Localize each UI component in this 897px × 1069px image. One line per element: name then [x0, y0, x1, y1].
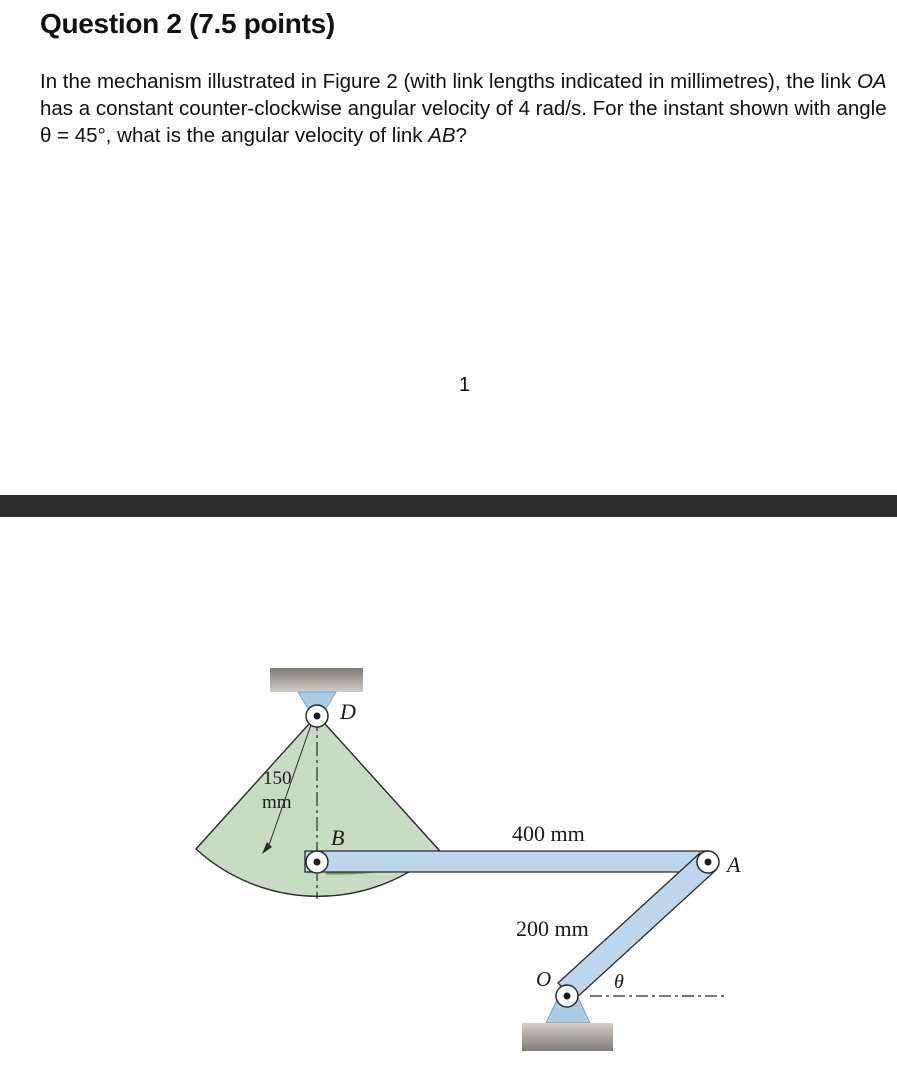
link-ab-label: AB [428, 124, 456, 147]
link-ab [305, 851, 708, 872]
label-theta: θ [614, 971, 624, 993]
question-text [40, 68, 890, 149]
label-o: O [536, 967, 552, 991]
dim-200: 200 mm [516, 916, 589, 941]
label-a: A [727, 852, 741, 877]
question-text-part-1: In the mechanism illustrated in Figure 2 (with link lengths indicated in millimetres), the link [40, 70, 857, 93]
page-number: 1 [459, 374, 471, 396]
pin-d [306, 705, 328, 727]
pin-o [556, 985, 578, 1007]
dim-150-unit: mm [262, 792, 292, 813]
question-text-part-2: has a constant counter-clockwise angular velocity of 4 rad/s. For the instant shown with angle θ = 45°, what is the angular velocity of link [40, 97, 887, 147]
mechanism-diagram [0, 517, 897, 1064]
pin-a [697, 851, 719, 873]
pin-b [306, 851, 328, 873]
question-title: Question 2 (7.5 points) [40, 8, 335, 39]
ceiling-support [270, 668, 363, 692]
label-b: B [331, 825, 345, 850]
mechanism-figure [0, 517, 897, 1064]
dim-400: 400 mm [512, 821, 585, 846]
label-d: D [340, 699, 356, 724]
question-text-part-3: ? [455, 124, 467, 147]
document-page [0, 0, 897, 495]
link-oa-label: OA [856, 70, 887, 93]
floor-support [522, 1023, 613, 1051]
dim-150-value: 150 [263, 768, 292, 789]
page-separator [0, 495, 897, 517]
